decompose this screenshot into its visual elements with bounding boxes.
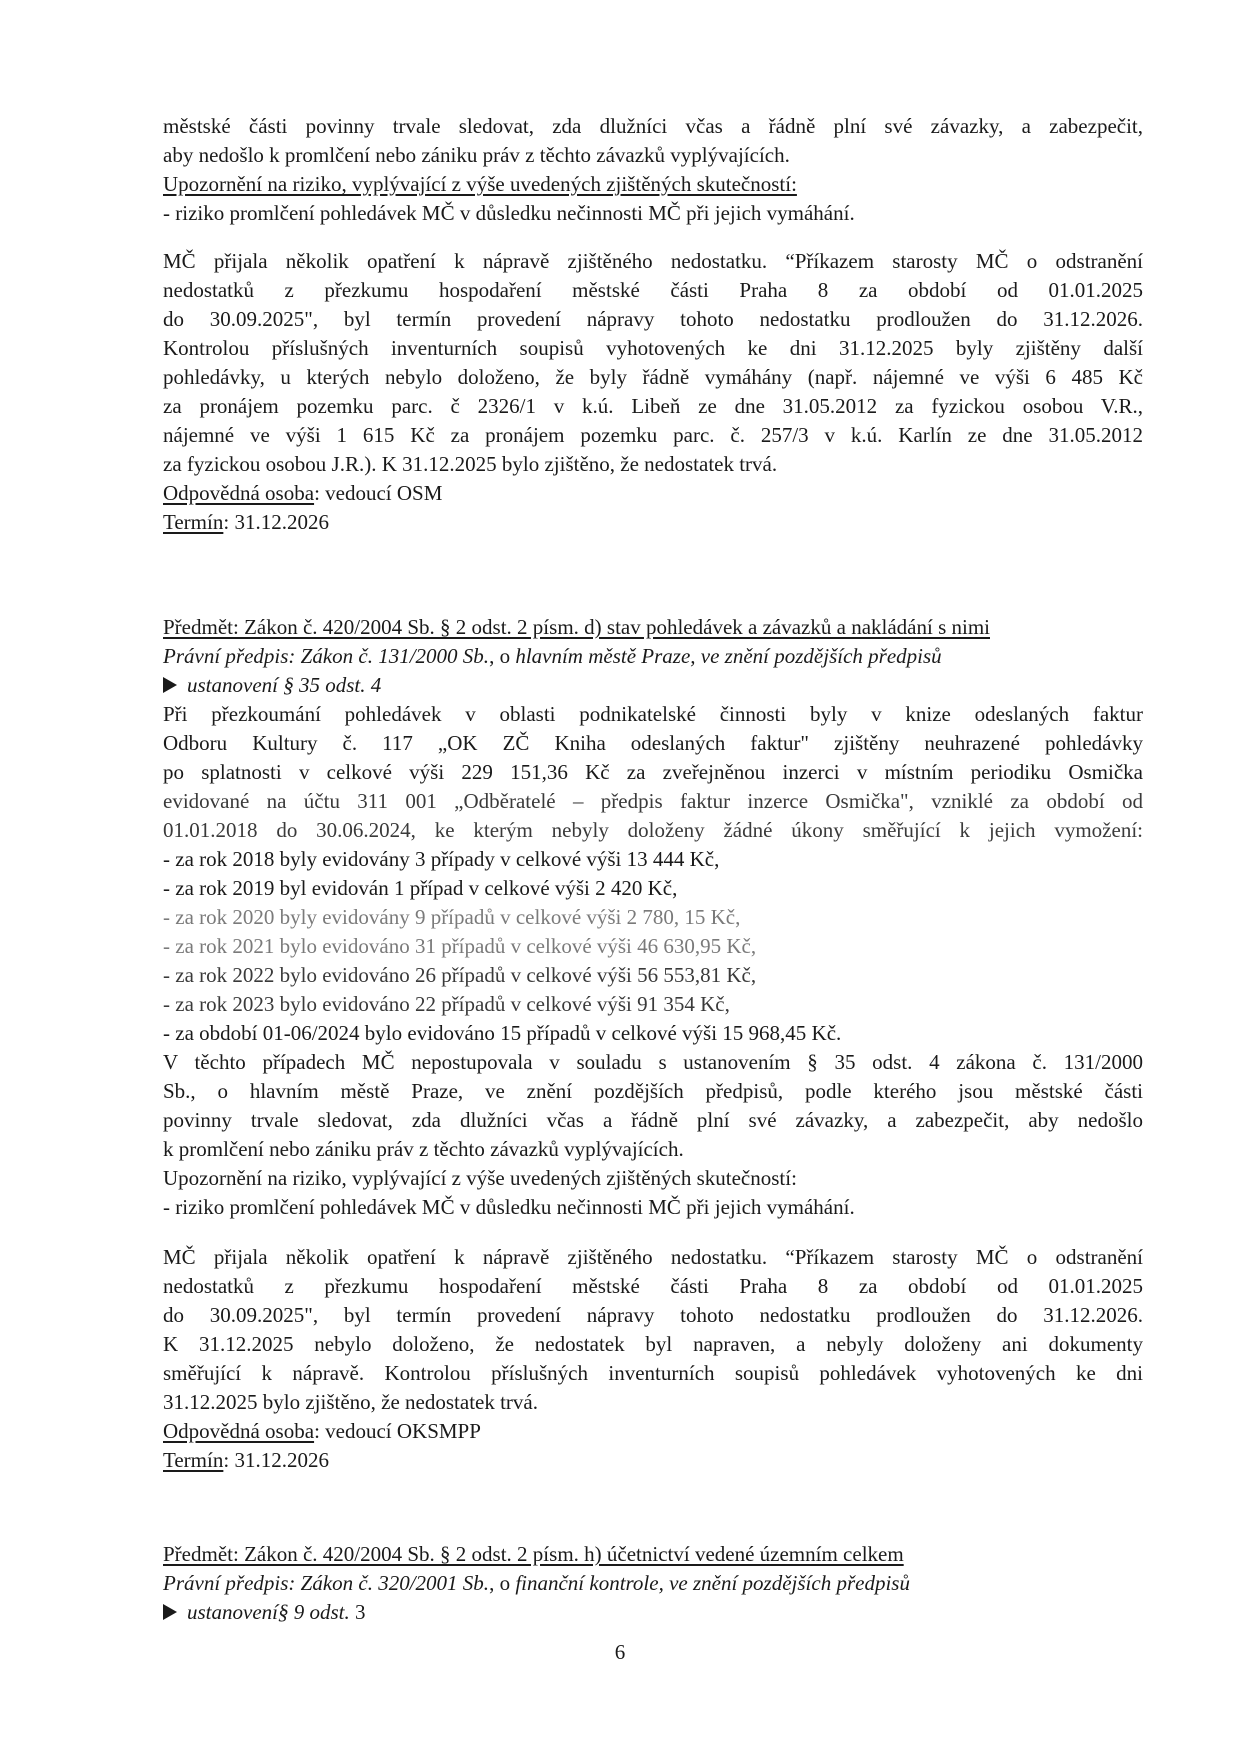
- provision: [163, 671, 1143, 700]
- paragraph-line: evidované na účtu 311 001 „Odběratelé – předpis faktur inzerce Osmička", vzniklé za období od: [163, 789, 1143, 813]
- paragraph-line: k promlčení nebo zániku práv z těchto závazků vyplývajících.: [163, 1137, 684, 1161]
- paragraph-line: do 30.09.2025", byl termín provedení nápravy tohoto nedostatku prodloužen do 31.12.2026.: [163, 1303, 1143, 1327]
- paragraph-line: aby nedošlo k promlčení nebo zániku práv z těchto závazků vyplývajících.: [163, 143, 790, 167]
- legal-regulation-title: hlavním městě Praze, ve znění pozdějších předpisů: [515, 644, 942, 668]
- risk-item: - riziko promlčení pohledávek MČ v důsledku nečinnosti MČ při jejich vymáhání.: [163, 1195, 855, 1219]
- responsible-person: [163, 479, 1143, 508]
- list-item: - za rok 2018 byly evidovány 3 případy v celkové výši 13 444 Kč,: [163, 847, 720, 871]
- responsible-value: : vedoucí OSM: [314, 481, 443, 505]
- paragraph-line: K 31.12.2025 nebylo doloženo, že nedostatek byl napraven, a nebyly doloženy ani dokumenty: [163, 1332, 1143, 1356]
- paragraph-line: Při přezkoumání pohledávek v oblasti podnikatelské činnosti byly v knize odeslaných faktur: [163, 702, 1143, 726]
- provision-text: ustanovení§ 9 odst.: [187, 1600, 355, 1624]
- paragraph-line: do 30.09.2025", byl termín provedení nápravy tohoto nedostatku prodloužen do 31.12.2026.: [163, 307, 1143, 331]
- deadline-value: : 31.12.2026: [223, 1448, 329, 1472]
- responsible-person: [163, 1417, 1143, 1446]
- subject-heading: Předmět: Zákon č. 420/2004 Sb. § 2 odst. 2 písm. h) účetnictví vedené územním celkem: [163, 1542, 904, 1566]
- paragraph-line: nedostatků z přezkumu hospodaření městské části Praha 8 za období od 01.01.2025: [163, 1274, 1143, 1298]
- paragraph-line: nájemné ve výši 1 615 Kč za pronájem pozemku parc. č. 257/3 v k.ú. Karlín ze dne 31.05.2012: [163, 423, 1143, 447]
- responsible-value: : vedoucí OKSMPP: [314, 1419, 481, 1443]
- deadline-label: Termín: [163, 1448, 224, 1472]
- list-item: - za rok 2023 bylo evidováno 22 případů v celkové výši 91 354 Kč,: [163, 992, 730, 1016]
- risk-label: Upozornění na riziko, vyplývající z výše uvedených zjištěných skutečností:: [163, 172, 797, 196]
- responsible-label: Odpovědná osoba: [163, 1419, 315, 1443]
- legal-regulation-label: Právní předpis: Zákon č. 320/2001 Sb.: [163, 1571, 490, 1595]
- list-item: - za rok 2022 bylo evidováno 26 případů v celkové výši 56 553,81 Kč,: [163, 963, 757, 987]
- paragraph-line: Odboru Kultury č. 117 „OK ZČ Kniha odeslaných faktur" zjištěny neuhrazené pohledávky: [163, 731, 1143, 755]
- deadline: [163, 508, 1143, 537]
- deadline-label: Termín: [163, 510, 224, 534]
- paragraph-line: pohledávky, u kterých nebylo doloženo, že byly řádně vymáhány (např. nájemné ve výši 6 485 Kč: [163, 365, 1143, 389]
- list-item: - za rok 2021 bylo evidováno 31 případů v celkové výši 46 630,95 Kč,: [163, 934, 757, 958]
- paragraph-line: za fyzickou osobou J.R.). K 31.12.2025 bylo zjištěno, že nedostatek trvá.: [163, 452, 778, 476]
- legal-regulation: [163, 642, 1143, 671]
- deadline-value: : 31.12.2026: [223, 510, 329, 534]
- paragraph-line: V těchto případech MČ nepostupovala v souladu s ustanovením § 35 odst. 4 zákona č. 131/2000: [163, 1050, 1143, 1074]
- legal-regulation-title: finanční kontrole, ve znění pozdějších předpisů: [515, 1571, 910, 1595]
- legal-regulation: [163, 1569, 1143, 1598]
- legal-regulation-connector: , o: [489, 644, 516, 668]
- paragraph-line: 01.01.2018 do 30.06.2024, ke kterým nebyly doloženy žádné úkony směřující k jejich vymožení:: [163, 818, 1143, 842]
- responsible-label: Odpovědná osoba: [163, 481, 315, 505]
- list-item: - za rok 2020 byly evidovány 9 případů v celkové výši 2 780, 15 Kč,: [163, 905, 741, 929]
- legal-regulation-label: Právní předpis: Zákon č. 131/2000 Sb.: [163, 644, 490, 668]
- risk-label: Upozornění na riziko, vyplývající z výše uvedených zjištěných skutečností:: [163, 1166, 797, 1190]
- triangle-bullet-icon: [163, 677, 177, 693]
- paragraph-line: městské části povinny trvale sledovat, zda dlužníci včas a řádně plní své závazky, a zabezpečit,: [163, 114, 1143, 138]
- paragraph-line: Sb., o hlavním městě Praze, ve znění pozdějších předpisů, podle kterého jsou městské části: [163, 1079, 1143, 1103]
- paragraph-line: 31.12.2025 bylo zjištěno, že nedostatek trvá.: [163, 1390, 538, 1414]
- paragraph-line: MČ přijala několik opatření k nápravě zjištěného nedostatku. “Příkazem starosty MČ o odstranění: [163, 1245, 1143, 1269]
- deadline: [163, 1446, 1143, 1475]
- provision-text: ustanovení § 35 odst. 4: [187, 673, 382, 697]
- paragraph-line: po splatnosti v celkové výši 229 151,36 Kč za zveřejněnou inzerci v místním periodiku Osmička: [163, 760, 1143, 784]
- paragraph-line: Kontrolou příslušných inventurních soupisů vyhotovených ke dni 31.12.2025 byly zjištěny další: [163, 336, 1143, 360]
- paragraph-line: povinny trvale sledovat, zda dlužníci včas a řádně plní své závazky, a zabezpečit, aby nedošlo: [163, 1108, 1143, 1132]
- paragraph-line: za pronájem pozemku parc. č 2326/1 v k.ú. Libeň ze dne 31.05.2012 za fyzickou osobou V.R.,: [163, 394, 1143, 418]
- paragraph-line: MČ přijala několik opatření k nápravě zjištěného nedostatku. “Příkazem starosty MČ o odstranění: [163, 249, 1143, 273]
- subject-heading: Předmět: Zákon č. 420/2004 Sb. § 2 odst. 2 písm. d) stav pohledávek a závazků a nakládání s nimi: [163, 615, 990, 639]
- page-number: 6: [614, 1640, 626, 1664]
- risk-item: - riziko promlčení pohledávek MČ v důsledku nečinnosti MČ při jejich vymáhání.: [163, 201, 855, 225]
- legal-regulation-connector: , o: [489, 1571, 516, 1595]
- list-item: - za období 01-06/2024 bylo evidováno 15 případů v celkové výši 15 968,45 Kč.: [163, 1021, 842, 1045]
- provision-number: 3: [355, 1600, 366, 1624]
- paragraph-line: nedostatků z přezkumu hospodaření městské části Praha 8 za období od 01.01.2025: [163, 278, 1143, 302]
- provision: [163, 1598, 1143, 1627]
- list-item: - za rok 2019 byl evidován 1 případ v celkové výši 2 420 Kč,: [163, 876, 678, 900]
- paragraph-line: směřující k nápravě. Kontrolou příslušných inventurních soupisů pohledávek vyhotovených ke dni: [163, 1361, 1143, 1385]
- triangle-bullet-icon: [163, 1604, 177, 1620]
